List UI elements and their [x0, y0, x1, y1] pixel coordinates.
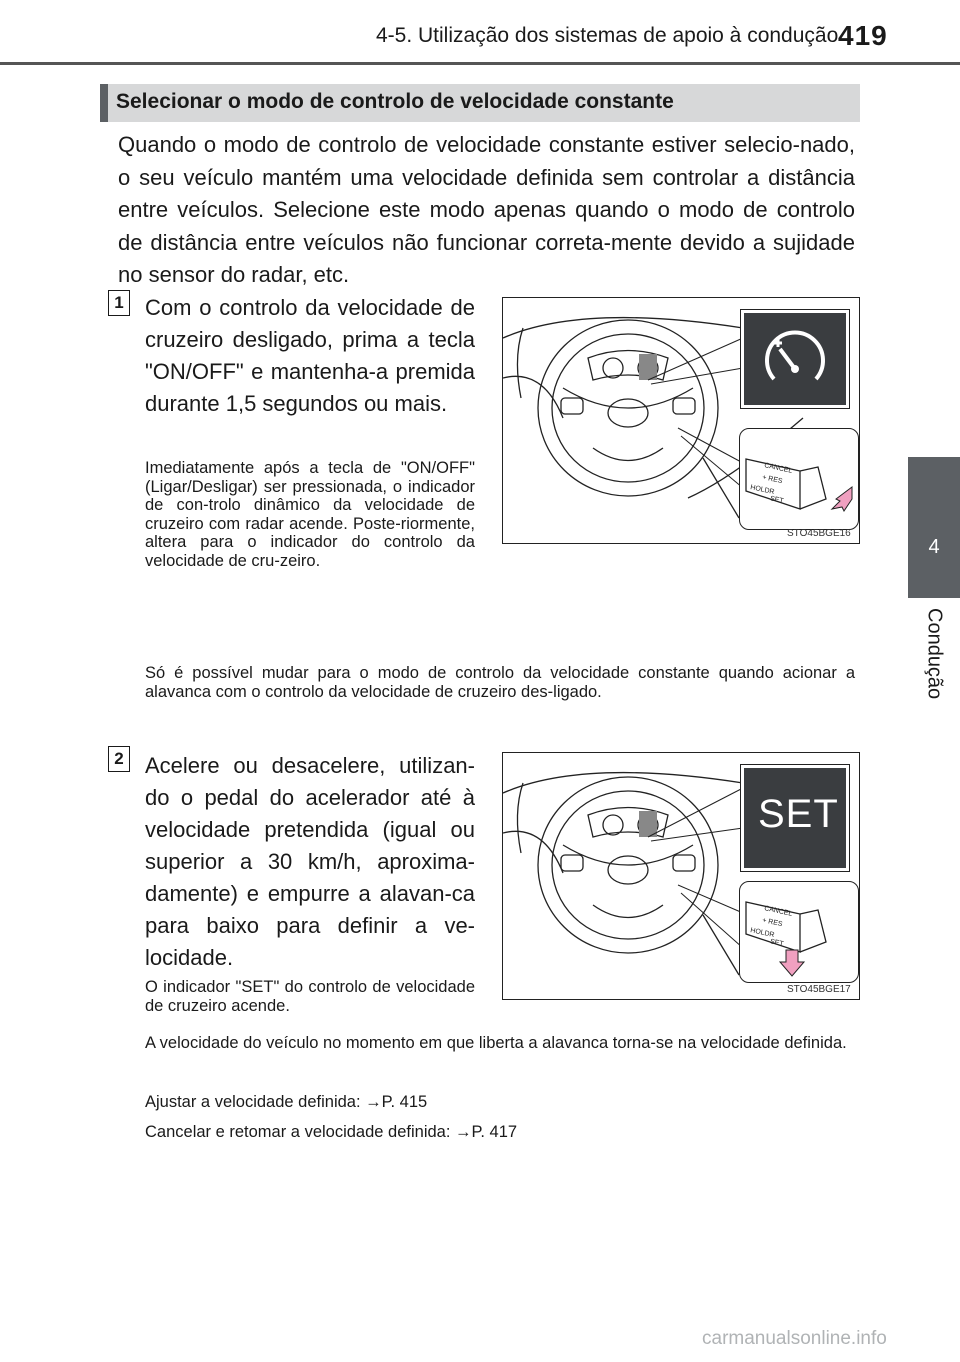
- page-number: 419: [838, 20, 888, 51]
- lever-cancel-label: CANCEL: [763, 462, 793, 475]
- section-title: Selecionar o modo de controlo de velocidade constante: [116, 90, 674, 113]
- press-arrow-icon: [832, 487, 852, 511]
- chapter-title: 4-5. Utilização dos sistemas de apoio à condução: [376, 24, 839, 47]
- lever-res-label: + RES: [761, 474, 784, 486]
- step-2-number: 2: [108, 746, 130, 772]
- figure-step-2: [502, 752, 860, 1000]
- lever-detail-panel-2: [739, 881, 859, 983]
- section-intro: Quando o modo de controlo de velocidade constante estiver selecio-nado, o seu veículo mantém uma velocidade definida sem controlar a distância entre veículos. Selecione este modo apenas quando o modo de controlo de distância entre veículos não funcionar correta-mente devido a sujidade no sensor do radar, etc.: [118, 132, 855, 287]
- figure-step-1: [502, 297, 860, 544]
- lever-holdr-label: HOLDR: [749, 484, 776, 497]
- chapter-label: Condução: [923, 608, 946, 700]
- set-indicator-panel: [741, 765, 849, 871]
- step-1-note: Imediatamente após a tecla de "ON/OFF" (Ligar/Desligar) ser pressionada, o indicador de con-trolo dinâmico da velocidade de cruzeiro com radar acende. Poste-riormente, altera para o indicador do controlo da velocidade de cru-zeiro.: [145, 459, 475, 570]
- step-2-text: Acelere ou desacelere, utilizan-do o pedal do acelerador até à velocidade pretendida (igual ou superior a 30 km/h, aproxima-damente) e empurre a alavan-ca para baixo para definir a ve-locidade.: [145, 753, 475, 970]
- chapter-number: 4: [928, 536, 940, 558]
- figure-code: STO45BGE16: [787, 528, 851, 539]
- section-header-mark: [100, 84, 108, 122]
- section-header: [100, 84, 860, 122]
- watermark: carmanualsonline.info: [702, 1328, 887, 1349]
- figure-code-2: STO45BGE17: [787, 984, 851, 995]
- cruise-indicator-panel: [741, 310, 849, 408]
- center-display: [639, 354, 657, 380]
- cruise-lever-icon-2: [740, 882, 858, 982]
- lever-res-label-2: + RES: [761, 917, 784, 929]
- lever-holdr-label-2: HOLDR: [749, 927, 776, 940]
- cruise-lever-icon: [740, 429, 858, 529]
- center-display-2: [639, 811, 657, 837]
- chapter-side-tab: [908, 457, 960, 598]
- lever-set-label: – SET: [763, 494, 785, 506]
- step-1-number: 1: [108, 290, 130, 316]
- cruise-control-icon: [744, 313, 846, 405]
- step-1-text: Com o controlo da velocidade de cruzeiro desligado, prima a tecla "ON/OFF" e mantenha-a premida durante 1,5 segundos ou mais.: [145, 295, 475, 416]
- set-indicator-text: SET: [758, 792, 839, 836]
- step-2-note: O indicador "SET" do controlo de velocidade de cruzeiro acende.: [145, 978, 475, 1015]
- lever-detail-panel: [739, 428, 859, 530]
- step-1-note-full: Só é possível mudar para o modo de controlo da velocidade constante quando acionar a alavanca com o controlo da velocidade de cruzeiro des-ligado.: [145, 664, 855, 701]
- step-2-note-full: A velocidade do veículo no momento em que liberta a alavanca torna-se na velocidade definida.: [145, 1034, 847, 1052]
- reference-adjust-speed: Ajustar a velocidade definida: →P. 415: [145, 1093, 428, 1111]
- lever-cancel-label-2: CANCEL: [763, 905, 793, 918]
- header-rule: [0, 62, 960, 65]
- push-down-arrow-icon: [780, 950, 804, 976]
- reference-cancel-resume: Cancelar e retomar a velocidade definida: →P. 417: [145, 1123, 518, 1141]
- lever-set-label-2: – SET: [763, 937, 785, 949]
